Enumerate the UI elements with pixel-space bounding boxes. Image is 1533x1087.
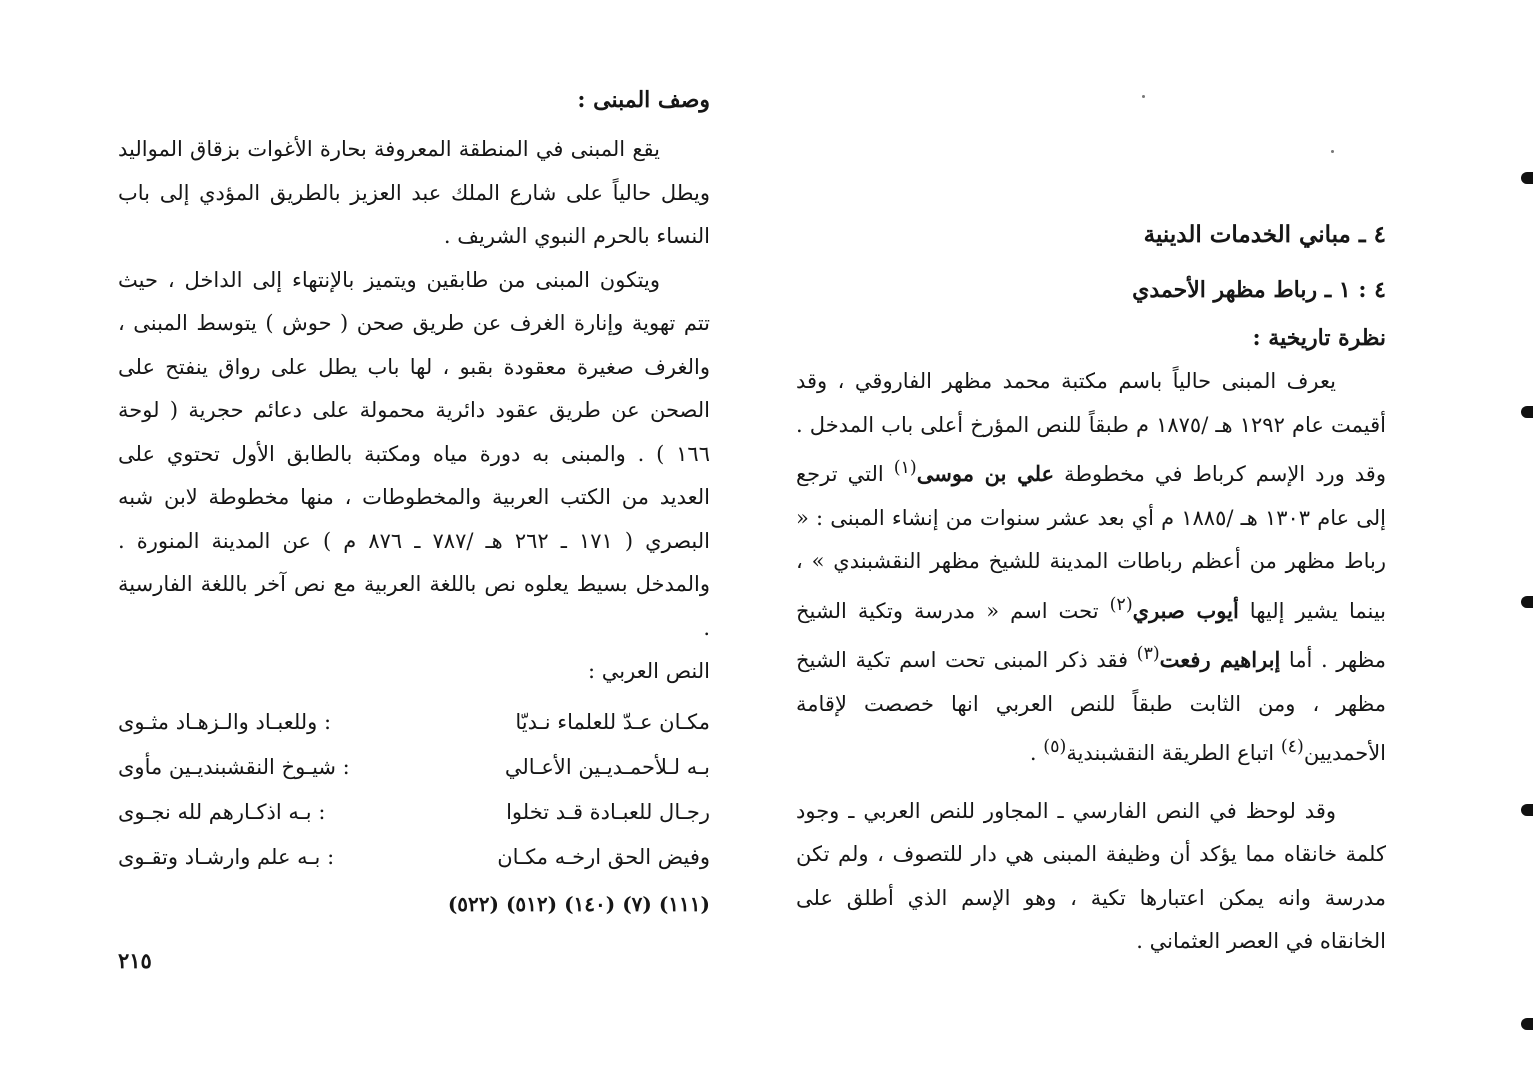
verse-first-hemistich: رجـال للعبـادة قـد تخلوا xyxy=(506,799,710,824)
footnote-ref: (٣) xyxy=(1136,644,1160,664)
scan-edge-mark xyxy=(1521,804,1533,816)
verse-row xyxy=(118,700,710,745)
arabic-text-label: النص العربي : xyxy=(587,659,710,683)
text-run: التي ترجع إلى عام ١٣٠٣ هـ /١٨٨٥ م أي بعد عشر سنوات من إنشاء المبنى : « رباط مظهر من أعظم رباطات المدينة للشيخ مظهر النقشبندي » ، بينما يشير إليها xyxy=(796,462,1387,623)
verse-second-hemistich: : بـه علم وارشـاد وتقـوى xyxy=(118,844,335,869)
verse-first-hemistich: مكـان عـدّ للعلماء نـديّا xyxy=(515,709,710,734)
scan-speck xyxy=(1142,95,1145,98)
section-title: ٤ ـ مباني الخدمات الدينية xyxy=(1143,221,1386,248)
right-page xyxy=(766,0,1533,1087)
verse-date-numbers: (١١١) (٧) (١٤٠) (٥١٢) (٥٢٢) xyxy=(447,891,710,916)
text-run: فقد ذكر المبنى تحت اسم تكية الشيخ مظهر ، ومن الثابت طبقاً للنص العربي انها خصصت لإقامة الأحمديين xyxy=(796,648,1386,765)
scan-edge-mark xyxy=(1521,596,1533,608)
history-heading: نظرة تاريخية : xyxy=(1252,325,1386,351)
building-description-heading: وصف المبنى : xyxy=(577,87,710,113)
text-run: تحت اسم « مدرسة وتكية الشيخ مظهر . أما xyxy=(796,598,1386,672)
left-text-column xyxy=(118,78,710,944)
inscription-verses xyxy=(118,700,710,924)
footnote-ref: (١) xyxy=(893,458,917,478)
footnote-ref: (٥) xyxy=(1043,737,1067,757)
persian-text-paragraph: وقد لوحظ في النص الفارسي ـ المجاور للنص العربي ـ وجود كلمة خانقاه مما يؤكد أن وظيفة المبنى هي دار للتصوف ، ولم تكن مدرسة وانه يمكن اعتبارها تكية ، وهو الإسم الذي أطلق على الخانقاه في العصر العثماني . xyxy=(796,798,1386,953)
verse-row xyxy=(118,835,710,880)
text-run: يعرف المبنى حالياً باسم مكتبة محمد مظهر الفاروقي ، وقد أقيمت عام ١٢٩٢ هـ /١٨٧٥ م طبقاً للنص المؤرخ أعلى باب المدخل . وقد ورد الإسم كرباط في مخطوطة xyxy=(796,369,1386,486)
scan-edge-mark xyxy=(1521,172,1533,184)
text-run: اتباع الطريقة النقشبندية xyxy=(1066,741,1281,765)
author-name: علي بن موسى xyxy=(916,461,1055,486)
footnote-ref: (٢) xyxy=(1109,594,1133,615)
footnote-ref: (٤) xyxy=(1280,737,1304,757)
verse-row xyxy=(118,790,710,835)
text-run: . xyxy=(1029,741,1044,765)
verse-second-hemistich: : وللعبـاد والـزهـاد مثـوى xyxy=(118,709,332,734)
history-paragraph xyxy=(796,360,1386,776)
verse-second-hemistich: : بـه اذكـارهم لله نجـوى xyxy=(118,799,326,824)
scan-speck xyxy=(1331,150,1334,153)
author-name: أيوب صبري xyxy=(1132,597,1239,623)
page-number: ٢١٥ xyxy=(118,948,152,973)
scan-edge-mark xyxy=(1521,406,1533,418)
verse-first-hemistich: بـه لـلأحمـديـين الأعـالي xyxy=(504,754,710,779)
right-text-column xyxy=(796,206,1386,964)
scan-edge-mark xyxy=(1521,1018,1533,1030)
verse-row xyxy=(118,745,710,790)
location-paragraph: يقع المبنى في المنطقة المعروفة بحارة الأغوات بزقاق المواليد ويطل حالياً على شارع الملك عبد العزيز بالطريق المؤدي إلى باب النساء بالحرم النبوي الشريف . xyxy=(118,137,710,248)
left-page xyxy=(0,0,766,1087)
verse-second-hemistich: : شيـوخ النقشبنديـين مأوى xyxy=(118,754,350,779)
structure-paragraph: ويتكون المبنى من طابقين ويتميز بالإنتهاء إلى الداخل ، حيث تتم تهوية وإنارة الغرف عن طريق صحن ( حوش ) يتوسط المبنى ، والغرف صغيرة معقودة بقبو ، لها باب يطل على رواق ينفتح على الصحن عن طريق عقود دائرية محمولة على دعائم حجرية ( لوحة ١٦٦ ) . والمبنى به دورة مياه ومكتبة بالطابق الأول تحتوي على العديد من الكتب العربية والمخطوطات ، منها مخطوطة لابن شبه البصري ( ١٧١ ـ ٢٦٢ هـ /٧٨٧ ـ ٨٧٦ م ) عن المدينة المنورة . والمدخل بسيط يعلوه نص باللغة العربية مع نص آخر باللغة الفارسية . xyxy=(118,267,710,640)
author-name: إبراهيم رفعت xyxy=(1159,647,1281,672)
subsection-title: ٤ : ١ ـ رباط مظهر الأحمدي xyxy=(1132,277,1386,303)
verse-first-hemistich: وفيض الحق ارخـه مكـان xyxy=(497,844,710,869)
